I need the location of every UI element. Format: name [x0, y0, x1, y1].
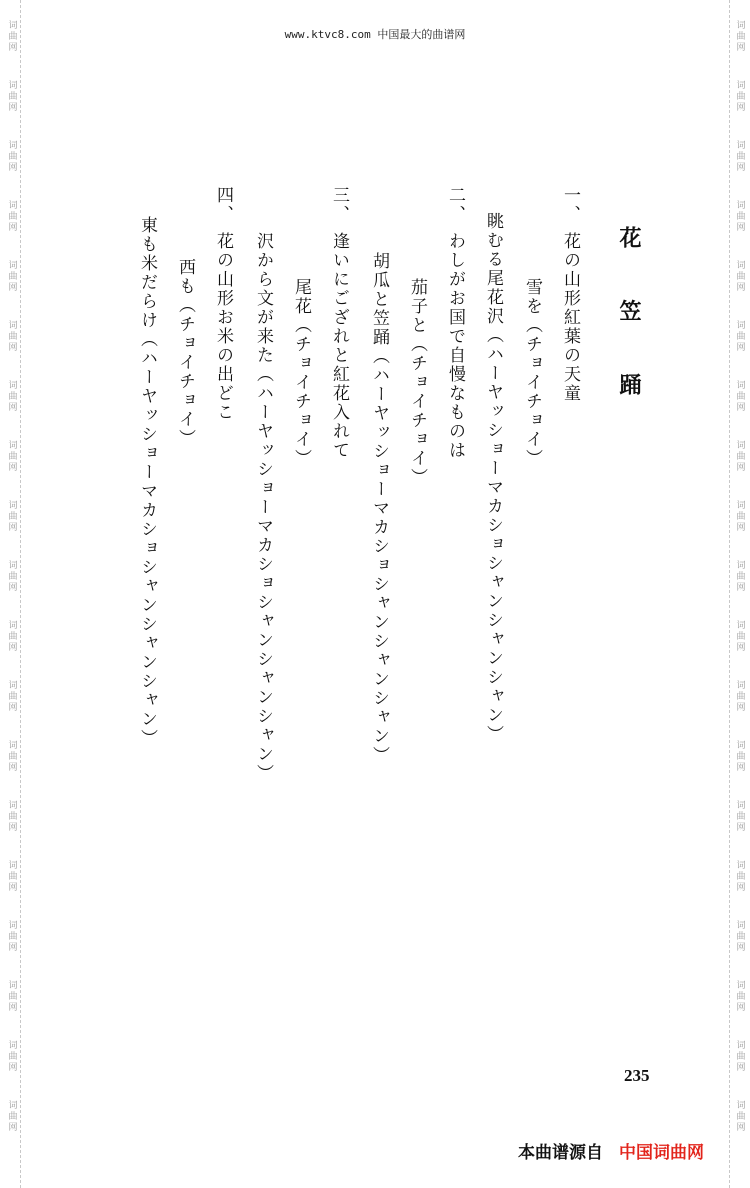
watermark-mark: 词曲网 [6, 260, 17, 293]
watermark-mark: 词曲网 [734, 800, 745, 833]
watermark-mark: 词曲网 [6, 440, 17, 473]
watermark-mark: 词曲网 [6, 860, 17, 893]
watermark-mark: 词曲网 [6, 200, 17, 233]
watermark-mark: 词曲网 [6, 380, 17, 413]
site-header: www.ktvc8.com 中国最大的曲谱网 [284, 28, 466, 41]
song-title: 花 笠 踊 [616, 226, 642, 418]
verse-line: 花の山形紅葉の天童 [560, 232, 580, 403]
source-note [518, 1138, 704, 1163]
watermark-mark: 词曲网 [6, 740, 17, 773]
watermark-mark: 词曲网 [6, 920, 17, 953]
watermark-mark: 词曲网 [6, 1100, 17, 1133]
watermark-mark: 词曲网 [734, 260, 745, 293]
watermark-mark: 词曲网 [734, 1100, 745, 1133]
watermark-mark: 词曲网 [6, 620, 17, 653]
verse-line: 茄子と（チョイチョイ） [407, 278, 427, 487]
watermark-mark: 词曲网 [734, 380, 745, 413]
verse-number: 四、 [213, 186, 233, 224]
verse-line: 西も（チョイチョイ） [175, 258, 195, 448]
watermark-mark: 词曲网 [734, 740, 745, 773]
watermark-mark: 词曲网 [734, 680, 745, 713]
left-watermark-strip [2, 0, 21, 1188]
watermark-mark: 词曲网 [734, 140, 745, 173]
verse-number: 二、 [445, 186, 465, 224]
page-number: 235 [624, 1066, 650, 1085]
watermark-mark: 词曲网 [734, 560, 745, 593]
watermark-mark: 词曲网 [734, 20, 745, 53]
verse-line: 眺むる尾花沢（ハーヤッショーマカショシャンシャンシャン） [483, 212, 503, 744]
watermark-mark: 词曲网 [6, 500, 17, 533]
watermark-mark: 词曲网 [734, 440, 745, 473]
verse-line: 逢いにござれと紅花入れて [329, 232, 349, 460]
watermark-mark: 词曲网 [734, 320, 745, 353]
verse-line: 東も米だらけ（ハーヤッショーマカショシャンシャンシャン） [137, 216, 157, 748]
watermark-mark: 词曲网 [6, 20, 17, 53]
right-watermark-strip [729, 0, 748, 1188]
watermark-mark: 词曲网 [6, 320, 17, 353]
verse-number: 三、 [329, 186, 349, 224]
verse-line: 花の山形お米の出どこ [213, 232, 233, 422]
verse-number: 一、 [560, 186, 580, 224]
verse-line: 沢から文が来た（ハーヤッショーマカショシャンシャンシャン） [253, 232, 273, 783]
source-label: 本曲谱源自 [518, 1143, 603, 1163]
watermark-mark: 词曲网 [6, 680, 17, 713]
watermark-mark: 词曲网 [734, 80, 745, 113]
watermark-mark: 词曲网 [6, 80, 17, 113]
verse-line: わしがお国で自慢なものは [445, 232, 465, 460]
watermark-mark: 词曲网 [734, 1040, 745, 1073]
watermark-mark: 词曲网 [6, 800, 17, 833]
watermark-mark: 词曲网 [734, 860, 745, 893]
watermark-mark: 词曲网 [6, 140, 17, 173]
watermark-mark: 词曲网 [734, 200, 745, 233]
source-brand: 中国词曲网 [619, 1143, 704, 1163]
verse-line: 尾花（チョイチョイ） [291, 278, 311, 468]
watermark-mark: 词曲网 [6, 980, 17, 1013]
watermark-mark: 词曲网 [734, 920, 745, 953]
verse-line: 胡瓜と笠踊（ハーヤッショーマカショシャンシャンシャン） [369, 252, 389, 765]
watermark-mark: 词曲网 [734, 620, 745, 653]
watermark-mark: 词曲网 [734, 500, 745, 533]
watermark-mark: 词曲网 [6, 560, 17, 593]
watermark-mark: 词曲网 [734, 980, 745, 1013]
watermark-mark: 词曲网 [6, 1040, 17, 1073]
verse-line: 雪を（チョイチョイ） [522, 278, 542, 468]
